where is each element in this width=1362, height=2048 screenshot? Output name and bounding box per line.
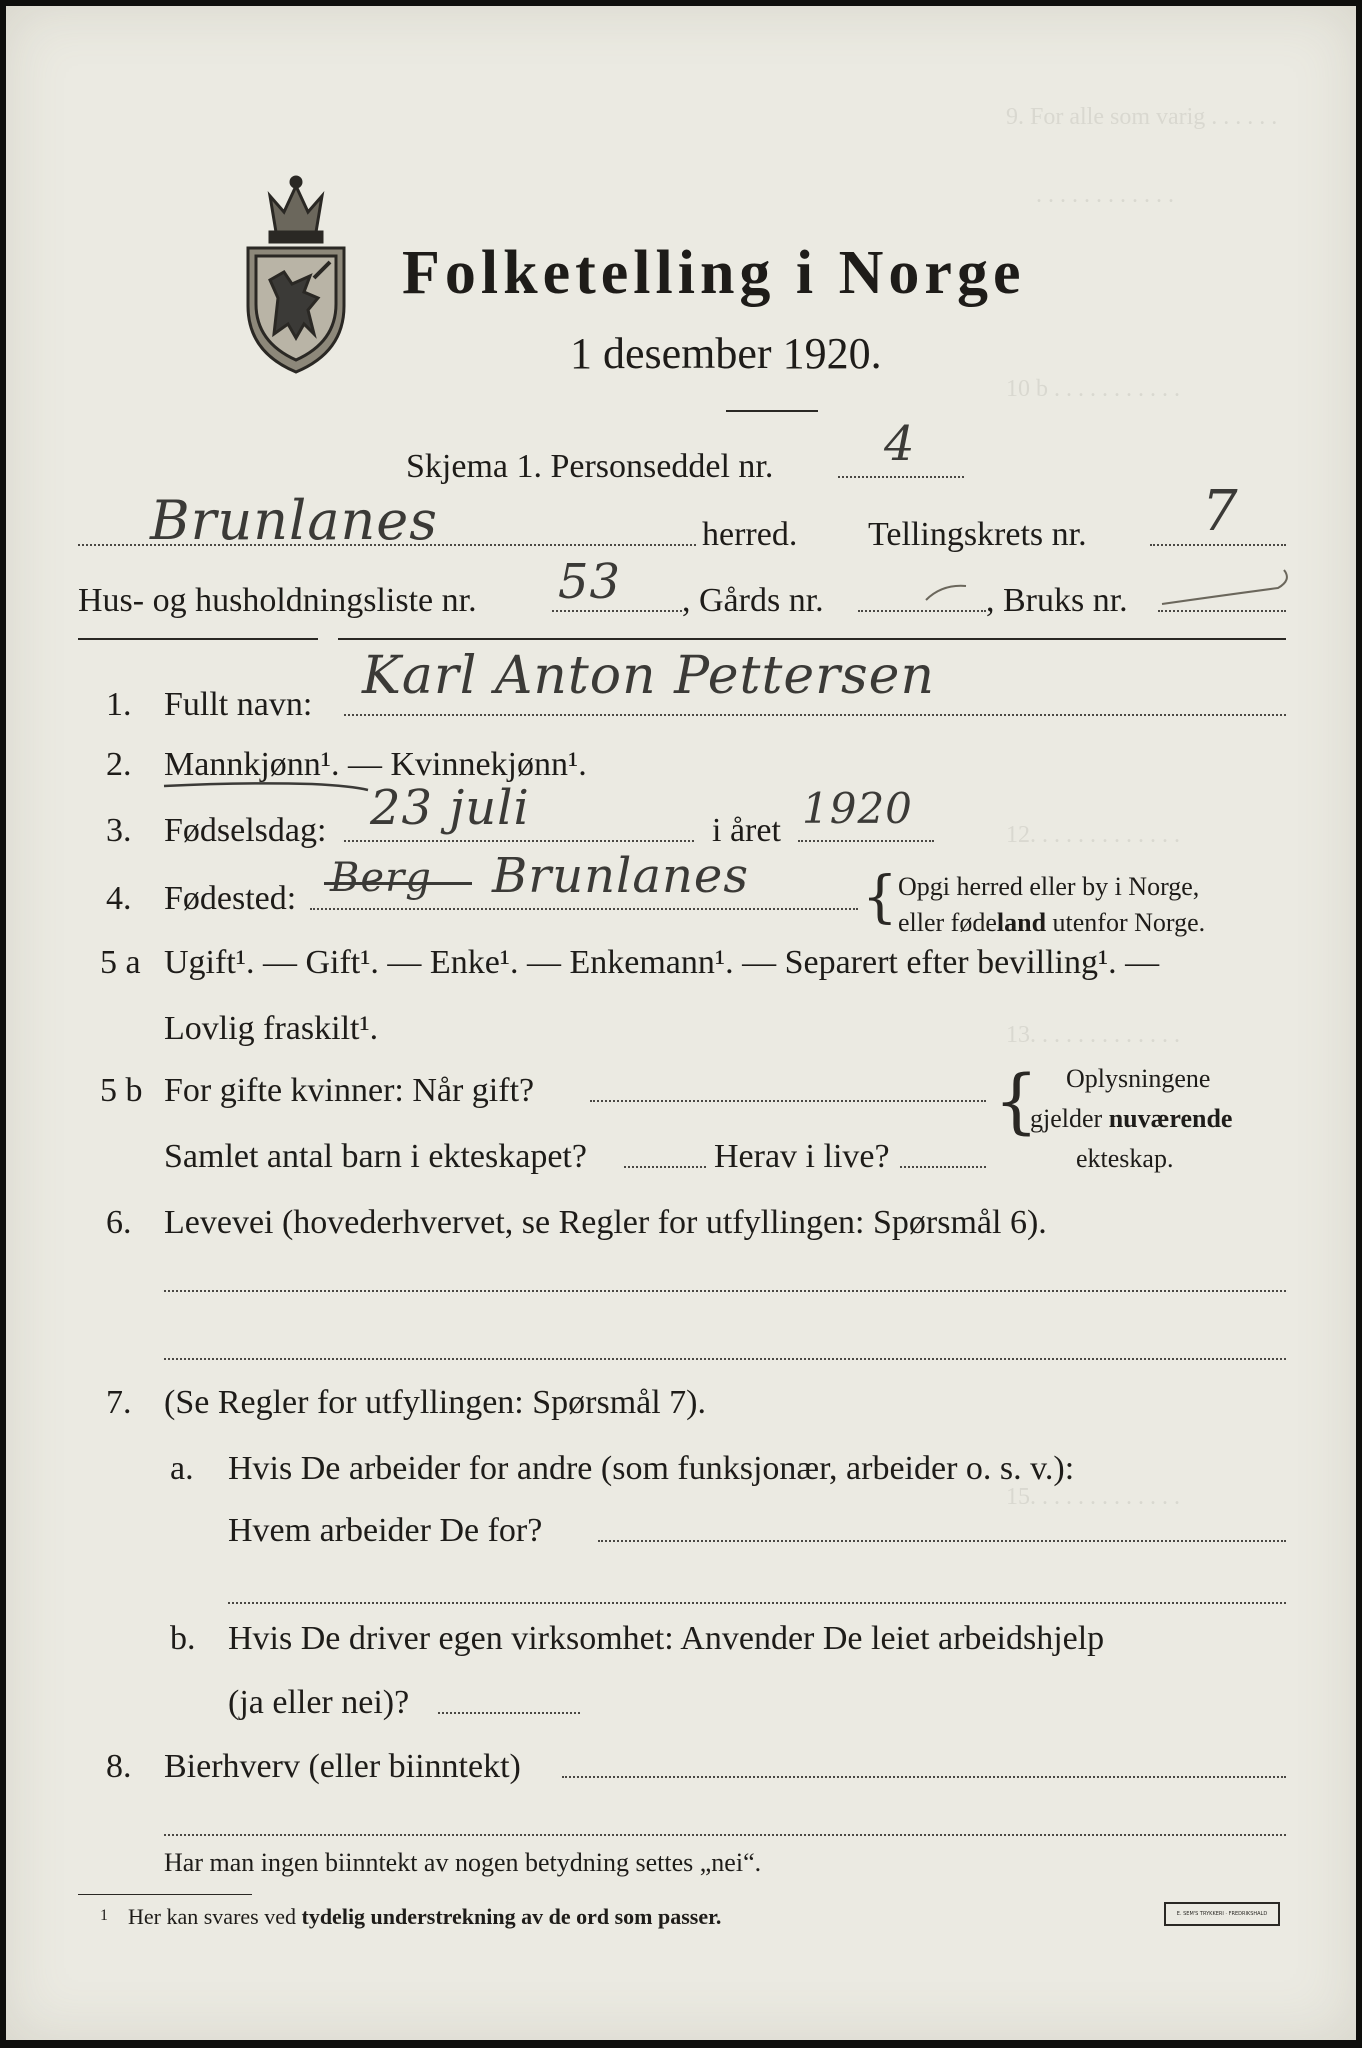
q1-field[interactable] xyxy=(344,714,1286,716)
tellingskrets-value: 7 xyxy=(1202,479,1239,544)
underline-mark xyxy=(162,778,374,794)
q6-number: 6. xyxy=(106,1204,132,1241)
q4-number: 4. xyxy=(106,880,132,917)
q1-value: Karl Anton Pettersen xyxy=(362,646,935,706)
q8-number: 8. xyxy=(106,1748,132,1785)
q4-note-brace: { xyxy=(862,865,898,930)
q4-struck-value: Berg xyxy=(330,855,432,901)
q1-label: Fullt navn: xyxy=(164,686,313,723)
pencil-stroke-mark xyxy=(918,566,1298,614)
q4-value: Brunlanes xyxy=(492,848,749,904)
personseddel-value: 4 xyxy=(884,416,916,472)
q2-number: 2. xyxy=(106,746,132,783)
q5b-note-line1: Oplysningene xyxy=(1066,1064,1211,1093)
bleed-through-text: 9. For alle som varig . . . . . . xyxy=(1006,104,1278,130)
q5a-line1: Ugift¹. — Gift¹. — Enke¹. — Enkemann¹. — Separert efter bevilling¹. — xyxy=(164,944,1160,981)
q3-year-value: 1920 xyxy=(802,784,913,833)
q2-label: Mannkjønn¹. — Kvinnekjønn¹. xyxy=(164,746,587,783)
q5b-label-alive: Herav i live? xyxy=(714,1138,890,1175)
herred-value: Brunlanes xyxy=(150,489,438,552)
q4-note-line1: Opgi herred eller by i Norge, xyxy=(898,872,1200,901)
q5b-label-married: For gifte kvinner: Når gift? xyxy=(164,1072,535,1109)
biinntekt-note: Har man ingen biinntekt av nogen betydning settes „nei“. xyxy=(164,1848,762,1877)
skjema-label: Skjema 1. Personseddel nr. xyxy=(406,448,774,485)
form-title: Folketelling i Norge xyxy=(402,239,1026,307)
gards-label: , Gårds nr. xyxy=(682,582,824,619)
q4-label: Fødested: xyxy=(164,880,297,917)
q5b-note-line2: gjelder nuværende xyxy=(1030,1104,1233,1133)
q5b-number: 5 b xyxy=(100,1072,143,1109)
q3-field[interactable] xyxy=(344,840,694,842)
title-divider xyxy=(726,410,818,412)
q7b-number: b. xyxy=(170,1620,196,1657)
bleed-through-text: . . . . . . . . . . . . xyxy=(1036,182,1174,208)
q3-number: 3. xyxy=(106,812,132,849)
q7a-field-line1[interactable] xyxy=(598,1540,1286,1542)
bruks-label: , Bruks nr. xyxy=(986,582,1128,619)
q1-number: 1. xyxy=(106,686,132,723)
printer-stamp-text: E. SEM'S TRYKKERI · FREDRIKSHALD xyxy=(1176,1911,1268,1917)
q7b-line2: (ja eller nei)? xyxy=(228,1684,410,1721)
q6-label: Levevei (hovederhvervet, se Regler for utfyllingen: Spørsmål 6). xyxy=(164,1204,1047,1241)
strike-mark xyxy=(324,882,472,885)
coat-of-arms-icon xyxy=(234,174,358,376)
personseddel-field[interactable] xyxy=(838,476,964,478)
q8-field-line1[interactable] xyxy=(562,1776,1286,1778)
q7a-number: a. xyxy=(170,1450,194,1487)
q7-number: 7. xyxy=(106,1384,132,1421)
q7b-line1: Hvis De driver egen virksomhet: Anvender De leiet arbeidshjelp xyxy=(228,1620,1105,1657)
tellingskrets-label: Tellingskrets nr. xyxy=(868,516,1087,553)
q6-field-line2[interactable] xyxy=(164,1358,1286,1360)
q5b-label-children: Samlet antal barn i ekteskapet? xyxy=(164,1138,587,1175)
footnote-mark: 1 xyxy=(100,1907,108,1924)
census-form-page xyxy=(6,6,1356,2040)
q7a-field-line2[interactable] xyxy=(228,1602,1286,1604)
header-rule-left xyxy=(78,638,318,640)
q7b-field[interactable] xyxy=(438,1712,580,1714)
q5b-alive-field[interactable] xyxy=(900,1166,986,1168)
hus-field[interactable] xyxy=(552,610,682,612)
q5a-line2: Lovlig fraskilt¹. xyxy=(164,1010,379,1047)
bleed-through-text: 13. . . . . . . . . . . . . xyxy=(1006,1022,1180,1048)
bleed-through-text: 15. . . . . . . . . . . . . xyxy=(1006,1484,1180,1510)
hus-value: 53 xyxy=(558,554,622,610)
q5a-number: 5 a xyxy=(100,944,141,981)
q3-year-label: i året xyxy=(712,812,781,849)
q7a-line1: Hvis De arbeider for andre (som funksjonær, arbeider o. s. v.): xyxy=(228,1450,1075,1487)
footnote-text: Her kan svares ved tydelig understrekning av de ord som passer. xyxy=(128,1904,722,1929)
q5b-note-line3: ekteskap. xyxy=(1076,1144,1174,1173)
q7-label: (Se Regler for utfyllingen: Spørsmål 7). xyxy=(164,1384,707,1421)
printer-stamp xyxy=(1164,1902,1280,1926)
q4-note-line2: eller fødeland utenfor Norge. xyxy=(898,908,1206,937)
q5b-children-field[interactable] xyxy=(624,1166,706,1168)
footnote-rule xyxy=(78,1894,252,1895)
bleed-through-text: 10 b . . . . . . . . . . . xyxy=(1006,376,1180,402)
q6-field-line1[interactable] xyxy=(164,1290,1286,1292)
q3-year-field[interactable] xyxy=(798,840,934,842)
q5b-married-field[interactable] xyxy=(590,1100,986,1102)
q3-label: Fødselsdag: xyxy=(164,812,327,849)
q8-label: Bierhverv (eller biinntekt) xyxy=(164,1748,521,1785)
q8-field-line2[interactable] xyxy=(164,1834,1286,1836)
q7a-line2: Hvem arbeider De for? xyxy=(228,1512,543,1549)
tellingskrets-field[interactable] xyxy=(1150,544,1286,546)
q5b-note-brace: { xyxy=(994,1060,1039,1142)
bleed-through-text: 12. . . . . . . . . . . . . xyxy=(1006,822,1180,848)
form-date: 1 desember 1920. xyxy=(570,329,882,378)
hus-label: Hus- og husholdningsliste nr. xyxy=(78,582,477,619)
q4-field[interactable] xyxy=(310,908,858,910)
header-rule-right xyxy=(338,638,1286,640)
herred-label: herred. xyxy=(702,516,798,553)
q3-value: 23 juli xyxy=(370,780,530,836)
